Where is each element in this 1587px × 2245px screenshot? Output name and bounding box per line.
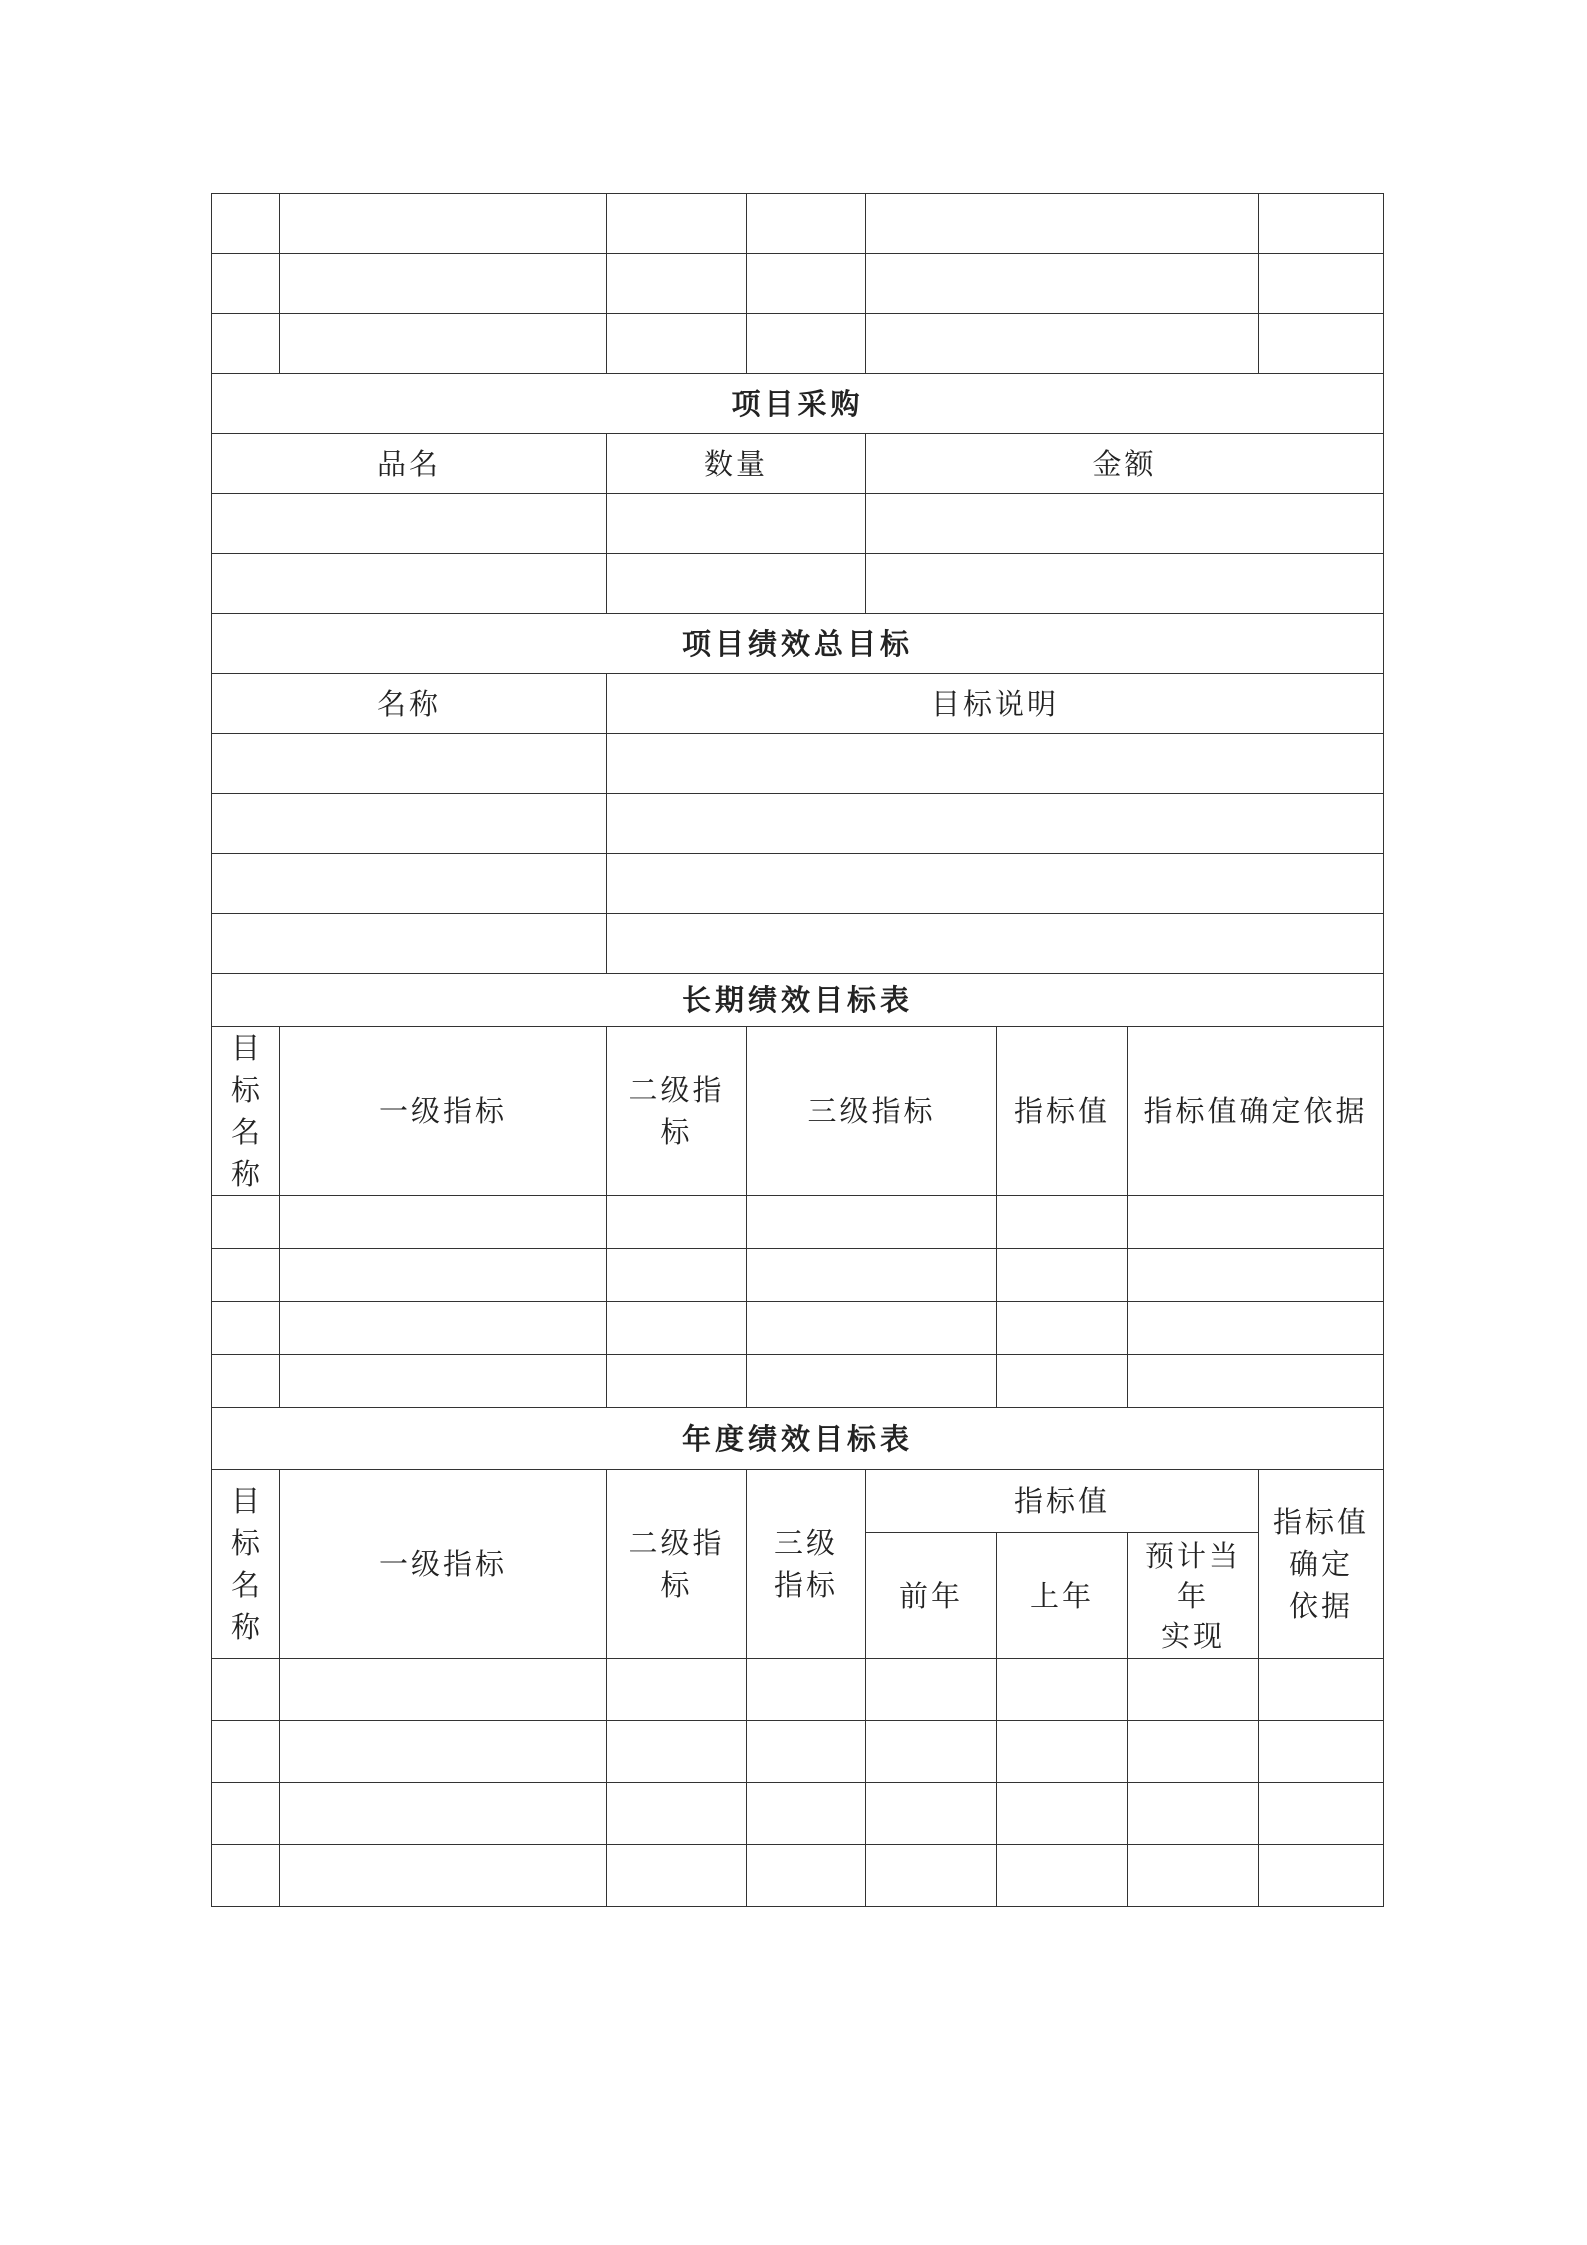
long-term-header-level3: 三级指标 bbox=[747, 1027, 997, 1196]
table-cell[interactable] bbox=[280, 1302, 607, 1355]
annual-title: 年度绩效目标表 bbox=[212, 1408, 1384, 1470]
table-cell[interactable] bbox=[607, 1355, 747, 1408]
table-cell[interactable] bbox=[280, 1783, 607, 1845]
table-cell[interactable] bbox=[997, 1302, 1128, 1355]
table-cell[interactable] bbox=[607, 734, 1384, 794]
table-cell[interactable] bbox=[1128, 1302, 1384, 1355]
table-cell[interactable] bbox=[212, 1355, 280, 1408]
table-cell[interactable] bbox=[866, 194, 1259, 254]
table-cell[interactable] bbox=[607, 1783, 747, 1845]
table-cell[interactable] bbox=[607, 1196, 747, 1249]
header-row bbox=[212, 1027, 1384, 1196]
table-cell[interactable] bbox=[747, 1302, 997, 1355]
table-cell[interactable] bbox=[212, 1659, 280, 1721]
table-cell[interactable] bbox=[607, 914, 1384, 974]
table-cell[interactable] bbox=[997, 1721, 1128, 1783]
table-cell[interactable] bbox=[866, 494, 1384, 554]
table-row bbox=[212, 194, 1384, 254]
table-row bbox=[212, 494, 1384, 554]
table-row bbox=[212, 1249, 1384, 1302]
table-cell[interactable] bbox=[866, 1721, 997, 1783]
table-cell[interactable] bbox=[607, 554, 866, 614]
table-row bbox=[212, 794, 1384, 854]
overall-goal-header-description: 目标说明 bbox=[607, 674, 1384, 734]
table-cell[interactable] bbox=[607, 194, 747, 254]
table-cell[interactable] bbox=[1128, 1659, 1259, 1721]
table-cell[interactable] bbox=[280, 1249, 607, 1302]
annual-header-goal-name: 目 标 名 称 bbox=[212, 1470, 280, 1659]
section-row bbox=[212, 374, 1384, 434]
procurement-title: 项目采购 bbox=[212, 374, 1384, 434]
table-row bbox=[212, 554, 1384, 614]
table-cell[interactable] bbox=[280, 314, 607, 374]
table-cell[interactable] bbox=[866, 314, 1259, 374]
table-cell[interactable] bbox=[607, 1659, 747, 1721]
table-cell[interactable] bbox=[747, 1196, 997, 1249]
annual-header-level2: 二级指 标 bbox=[607, 1470, 747, 1659]
table-cell[interactable] bbox=[212, 1783, 280, 1845]
table-cell[interactable] bbox=[280, 254, 607, 314]
table-cell[interactable] bbox=[747, 314, 866, 374]
table-cell[interactable] bbox=[1259, 1659, 1384, 1721]
table-cell[interactable] bbox=[212, 854, 607, 914]
table-row bbox=[212, 1302, 1384, 1355]
table-row bbox=[212, 1355, 1384, 1408]
table-cell[interactable] bbox=[1259, 254, 1384, 314]
table-cell[interactable] bbox=[866, 1845, 997, 1907]
table-cell[interactable] bbox=[280, 1721, 607, 1783]
long-term-title: 长期绩效目标表 bbox=[212, 974, 1384, 1027]
table-row bbox=[212, 1196, 1384, 1249]
table-row bbox=[212, 734, 1384, 794]
table-cell[interactable] bbox=[747, 1845, 866, 1907]
table-cell[interactable] bbox=[747, 194, 866, 254]
section-row bbox=[212, 1408, 1384, 1470]
long-term-header-goal-name: 目 标 名 称 bbox=[212, 1027, 280, 1196]
table-cell[interactable] bbox=[212, 794, 607, 854]
table-cell[interactable] bbox=[607, 1249, 747, 1302]
header-row bbox=[212, 674, 1384, 734]
annual-header-level1: 一级指标 bbox=[280, 1470, 607, 1659]
table-cell[interactable] bbox=[866, 254, 1259, 314]
table-cell[interactable] bbox=[607, 1302, 747, 1355]
table-cell[interactable] bbox=[866, 1659, 997, 1721]
table-cell[interactable] bbox=[607, 494, 866, 554]
annual-header-prev-year: 前年 bbox=[866, 1533, 997, 1659]
long-term-header-value: 指标值 bbox=[997, 1027, 1128, 1196]
table-cell[interactable] bbox=[280, 1196, 607, 1249]
table-cell[interactable] bbox=[607, 1721, 747, 1783]
table-cell[interactable] bbox=[997, 1845, 1128, 1907]
table-cell[interactable] bbox=[607, 854, 1384, 914]
table-row bbox=[212, 1721, 1384, 1783]
table-cell[interactable] bbox=[212, 254, 280, 314]
table-row bbox=[212, 314, 1384, 374]
table-cell[interactable] bbox=[212, 1845, 280, 1907]
table-cell[interactable] bbox=[212, 1196, 280, 1249]
table-cell[interactable] bbox=[866, 554, 1384, 614]
section-row bbox=[212, 614, 1384, 674]
table-cell[interactable] bbox=[866, 1783, 997, 1845]
table-cell[interactable] bbox=[747, 1249, 997, 1302]
table-cell[interactable] bbox=[212, 1721, 280, 1783]
table-cell[interactable] bbox=[607, 794, 1384, 854]
table-cell[interactable] bbox=[1259, 1845, 1384, 1907]
table-row bbox=[212, 914, 1384, 974]
annual-header-basis: 指标值 确定 依据 bbox=[1259, 1470, 1384, 1659]
long-term-header-level1: 一级指标 bbox=[280, 1027, 607, 1196]
table-cell[interactable] bbox=[997, 1783, 1128, 1845]
header-row bbox=[212, 434, 1384, 494]
header-row bbox=[212, 1470, 1384, 1533]
table-cell[interactable] bbox=[747, 1659, 866, 1721]
table-cell[interactable] bbox=[1259, 1721, 1384, 1783]
table-cell[interactable] bbox=[1259, 194, 1384, 254]
table-cell[interactable] bbox=[212, 1302, 280, 1355]
procurement-header-quantity: 数量 bbox=[607, 434, 866, 494]
table-cell[interactable] bbox=[280, 194, 607, 254]
table-cell[interactable] bbox=[212, 314, 280, 374]
table-cell[interactable] bbox=[997, 1659, 1128, 1721]
table-cell[interactable] bbox=[280, 1845, 607, 1907]
table-cell[interactable] bbox=[212, 494, 607, 554]
table-cell[interactable] bbox=[1128, 1196, 1384, 1249]
annual-header-level3: 三级 指标 bbox=[747, 1470, 866, 1659]
table-cell[interactable] bbox=[997, 1355, 1128, 1408]
long-term-header-level2: 二级指 标 bbox=[607, 1027, 747, 1196]
table-cell[interactable] bbox=[747, 1783, 866, 1845]
table-row bbox=[212, 254, 1384, 314]
table-cell[interactable] bbox=[997, 1249, 1128, 1302]
table-cell[interactable] bbox=[747, 1721, 866, 1783]
table-cell[interactable] bbox=[747, 254, 866, 314]
table-cell[interactable] bbox=[1128, 1355, 1384, 1408]
table-cell[interactable] bbox=[212, 1249, 280, 1302]
overall-goal-header-name: 名称 bbox=[212, 674, 607, 734]
section-row bbox=[212, 974, 1384, 1027]
table-cell[interactable] bbox=[280, 1659, 607, 1721]
table-cell[interactable] bbox=[747, 1355, 997, 1408]
table-cell[interactable] bbox=[212, 194, 280, 254]
table-cell[interactable] bbox=[1259, 1783, 1384, 1845]
table-row bbox=[212, 1845, 1384, 1907]
table-cell[interactable] bbox=[607, 314, 747, 374]
table-row bbox=[212, 854, 1384, 914]
procurement-header-amount: 金额 bbox=[866, 434, 1384, 494]
table-cell[interactable] bbox=[1128, 1249, 1384, 1302]
document-table bbox=[211, 193, 1384, 1907]
long-term-header-basis: 指标值确定依据 bbox=[1128, 1027, 1384, 1196]
table-cell[interactable] bbox=[607, 1845, 747, 1907]
table-cell[interactable] bbox=[1128, 1783, 1259, 1845]
table-cell[interactable] bbox=[212, 914, 607, 974]
table-cell[interactable] bbox=[212, 554, 607, 614]
table-cell[interactable] bbox=[1259, 314, 1384, 374]
annual-header-value: 指标值 bbox=[866, 1470, 1259, 1533]
table-cell[interactable] bbox=[607, 254, 747, 314]
table-cell[interactable] bbox=[1128, 1845, 1259, 1907]
table-row bbox=[212, 1783, 1384, 1845]
table-cell[interactable] bbox=[997, 1196, 1128, 1249]
annual-header-last-year: 上年 bbox=[997, 1533, 1128, 1659]
table-row bbox=[212, 1659, 1384, 1721]
table-cell[interactable] bbox=[212, 734, 607, 794]
procurement-header-name: 品名 bbox=[212, 434, 607, 494]
table-cell[interactable] bbox=[1128, 1721, 1259, 1783]
annual-header-expected: 预计当 年 实现 bbox=[1128, 1533, 1259, 1659]
table-cell[interactable] bbox=[280, 1355, 607, 1408]
overall-goal-title: 项目绩效总目标 bbox=[212, 614, 1384, 674]
